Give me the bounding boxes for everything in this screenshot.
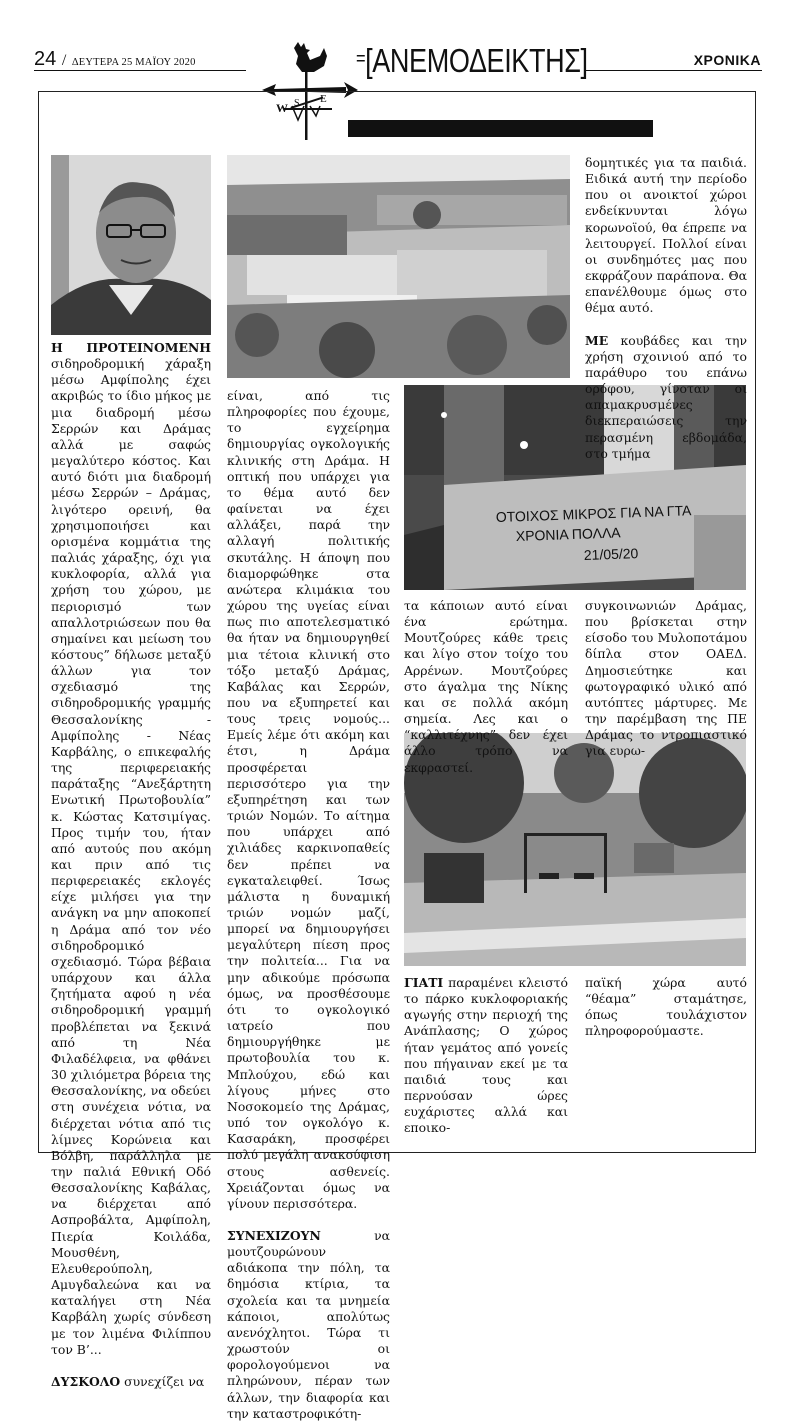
brand-name: ΑΝΕΜΟΔΕΙΚΤΗΣ	[372, 42, 581, 79]
graffiti-paragraph	[227, 1228, 390, 1422]
issue-date: ΔΕΥΤΕΡΑ 25 ΜΑΪΟΥ 2020	[71, 57, 196, 68]
brand-dash: =	[356, 48, 366, 70]
park-text: παραμένει κλειστό το πάρκο κυκλοφοριακής αγωγής στην περιοχή της Ανάπλασης; Ο χώρος ήταν γεμάτος από γονείς που πήγαιναν εκεί με τα παιδιά τους και περνούσαν ώρες ευχάριστες αλλά και εποικο-	[404, 975, 568, 1136]
compass-s: S	[294, 98, 300, 109]
column-brand: =[ΑΝΕΜΟΔΕΙΚΤΗΣ]	[356, 42, 588, 79]
railway-lead: Η ΠΡΟΤΕΙΝΟΜΕΝΗ	[51, 340, 211, 355]
park-continued-paragraph: δομητικές για τα παιδιά. Ειδικά αυτή την περίοδο που οι ανοικτοί χώροι ενδείκνυνται λόγω κορωνοϊού, θα έπρεπε να λειτουργεί. Πολλοί είναι οι συνδημότες μας που εκφράζουν παράπονα. Θα επανέλθουμε όμως στο θέμα αυτό.	[585, 155, 747, 316]
column-spectacle	[585, 975, 747, 1040]
hospital-aerial-photo	[227, 155, 570, 378]
compass-e: E	[320, 93, 327, 105]
column-railway	[51, 340, 211, 1390]
section-title: ΧΡΟΝΙΚΑ	[693, 52, 761, 68]
spectacle-paragraph: παϊκή χώρα αυτό “θέαμα” σταμάτησε, όπως τουλάχιστον πληροφορούμαστε.	[585, 975, 747, 1039]
graffiti-continued-paragraph: τα κάποιων αυτό είναι ένα ερώτημα. Μουτζούρες κάθε τρεις και λίγο στον τοίχο του Αρρένων. Μουτζούρες στο άγαλμα της Νίκης και σε πολλά ακόμη σημεία. Λες και ο “καλλιτέχνης” δεν έχει άλλο τρόπο να εκφραστεί.	[404, 598, 568, 775]
portrait-photo	[51, 155, 211, 335]
oncology-paragraph: είναι, από τις πληροφορίες που έχουμε, το εγχείρημα δημιουργίας ογκολογικής κλινικής στη Δράμα. Η οπτική που υπάρχει για το θέμα αυτό δεν φαίνεται να έχει αλλάξει, παρά την αλλαγή πολιτικής σκυτάλης. Η άποψη που διαμορφώθηκε στα ανώτερα κλιμάκια του χώρου της υγείας είναι πως πιο αποτελεσματικό θα ήταν να δημιουργηθεί μια τέτοια κλινική στο τόξο μεταξύ Δράμας, Καβάλας και Σερρών, που να εξυπηρετεί και τους τρεις νομούς... Εμείς λέμε ότι ακόμη και έτσι, η Δράμα προσφέρεται περισσότερο για την εξυπηρέτηση και των τριών Νομών. Το αίτημα που υπάρχει από χιλιάδες καρκινοπαθείς δεν πρέπει να εγκαταλειφθεί. Ίσως μάλιστα η δυναμική τριών νομών μαζί, μπορεί να δημιουργήσει μεγαλύτερη πίεση προς την πολιτεία... Για να μην αδικούμε πρόσωπα όμως, να προσθέσουμε ότι το ογκολογικό ιατρείο που δημιουργήθηκε με πρωτοβουλία του κ. Μπλούχου, εδώ και λίγους μήνες στο Νοσοκομείο της Δράμας, υπό τον ογκολόγο κ. Κασαράκη, προσφέρει πολύ μεγάλη ανακούφιση στους ασθενείς. Χρειάζονται όμως να γίνουν περισσότερα.	[227, 388, 390, 1211]
column-graffiti-continued	[404, 598, 568, 776]
column-oncology	[227, 388, 390, 1422]
buckets-paragraph	[585, 333, 747, 462]
park-lead: ΓΙΑΤΙ	[404, 975, 444, 990]
column-park-continued	[585, 155, 747, 462]
railway-text: σιδηροδρομική χάραξη μέσω Αμφίπολης έχει ακριβώς το ίδιο μήκος με μια διαδρομή μέσω Σερρών και Δράμας αλλά με σαφώς μεγαλύτερο κόστος. Και αυτό διότι μια διαδρομή μέσω Σερρών – Δράμας, λιγότερο ορεινή, θα χρησιμοποιήσει και ορισμένα κομμάτια της παλιάς χάραξης, όχι για κυκλοφορία, αλλά για χρήση του χώρου, με περιορισμό των απαλλοτριώσεων που θα σημαίνει και μείωση του κόστους” δήλωσε μεταξύ άλλων για τον σχεδιασμό της σιδηροδρομικής γραμμής Θεσσαλονίκης - Αμφίπολης - Νέας Καρβάλης, ο επικεφαλής της περιφερειακής παράταξης “Ανεξάρτητη Ενωτική Πρωτοβουλία” κ. Κώστας Κατσιμίγας. Προς τιμήν του, ήταν από αυτούς που ακόμη και πριν από τις περιφερειακές εκλογές είχε μιλήσει για την ανάγκη να μην αποκοπεί η Δράμα από τον νέο σιδηροδρομικό σχεδιασμό. Τώρα βέβαια υπάρχουν και άλλα ζητήματα αφού η νέα σιδηροδρομική γραμμή προβλέπεται να ξεκινά από τη Νέα Φιλαδέλφεια, να φθάνει 30 χιλιόμετρα βόρεια της Θεσσαλονίκης, να οδεύει στη συνέχεια νότια, να διέρχεται νότια από τις λίμνες Κορώνεια και Βόλβη, παράλληλα με την παλιά Εθνική Οδό Θεσσαλονίκης Καβάλας, να διέρχεται από Ασπροβάλτα, Αμφίπολη, Πιερία Κοιλάδα, Μουσθένη, Ελευθερούπολη, Αμυγδαλεώνα και να καταλήγει στη Νέα Καρβάλη χωρίς σύνδεση με τον λιμένα Φιλίππου τον Β’...	[51, 356, 211, 1357]
park-paragraph	[404, 975, 568, 1137]
separator: /	[61, 52, 67, 69]
graffiti-text: να μουτζουρώνουν αδιάκοπα την πόλη, τα δημόσια κτίρια, τα σχολεία και τα μνημεία κάποιοι, απολύτως ανενόχλητοι. Τώρα τι χρωστούν οι φορολογούμενοι να πληρώνουν, πέραν των άλλων, την διαφορία και την καταστροφικότη-	[227, 1227, 390, 1421]
difficult-lead: ΔΥΣΚΟΛΟ	[51, 1373, 121, 1389]
transport-paragraph: συγκοινωνιών Δράμας, που βρίσκεται στην είσοδο του Μυλοποτάμου δίπλα στον ΟΑΕΔ. Δημοσιεύτηκε και φωτογραφικό υλικό από αυτόπτες μάρτυρες. Με την παρέμβαση της ΠΕ Δράμας το ντροπιαστικό για ευρω-	[585, 598, 747, 759]
buckets-lead: ΜΕ	[585, 332, 609, 348]
compass-w: W	[276, 101, 288, 115]
page-number-value: 24	[34, 48, 57, 70]
header-rule-right	[586, 70, 762, 71]
column-park	[404, 975, 568, 1137]
buckets-text: κουβάδες και την χρήση σχοινιού από το παράθυρο του επάνω ορόφου, γίνοταν οι απαμακρυσμένες διεκπεραιώσεις την περασμένη εβδομάδα, στο τμήμα	[585, 332, 747, 461]
graffiti-line-3: 21/05/20	[583, 545, 639, 563]
column-transport	[585, 598, 747, 760]
page-number	[34, 48, 196, 71]
difficult-paragraph	[51, 1374, 211, 1390]
railway-paragraph	[51, 340, 211, 1358]
header-rule-left	[34, 70, 246, 71]
graffiti-line-2: ΧΡΟΝΙΑ ΠΟΛΛΑ	[515, 524, 621, 544]
graffiti-lead: ΣΥΝΕΧΙΖΟΥΝ	[227, 1227, 321, 1243]
difficult-text: συνεχίζει να	[124, 1373, 205, 1389]
graffiti-line-1: ΟΤΟΙΧΟΣ ΜΙΚΡΟΣ ΓΙΑ ΝΑ ΓΤΑ	[495, 502, 692, 525]
